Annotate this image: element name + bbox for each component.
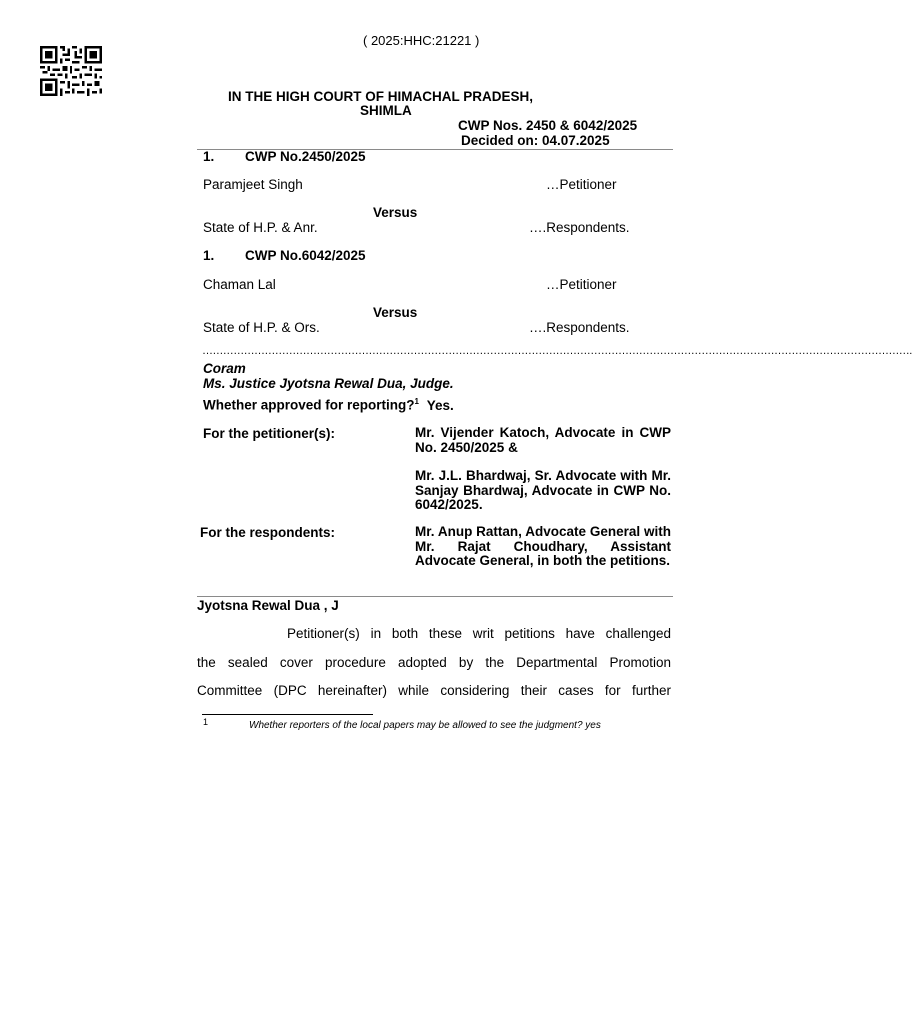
court-seat: SHIMLA xyxy=(360,103,412,118)
respondent-role-2: ….Respondents. xyxy=(529,320,630,335)
case-numbers: CWP Nos. 2450 & 6042/2025 xyxy=(458,118,638,133)
body-text-1: Petitioner(s) in both these writ petitions have challenged xyxy=(287,626,671,641)
coram-label: Coram xyxy=(203,361,246,376)
case-number-1: 1. xyxy=(203,149,215,164)
case-title-2: CWP No.6042/2025 xyxy=(245,248,366,263)
versus-2: Versus xyxy=(373,305,418,320)
reporting-answer: Yes. xyxy=(426,397,454,413)
body-text-2: the sealed cover procedure adopted by the Departmental Promotion xyxy=(197,655,671,670)
reporting-line xyxy=(203,397,454,413)
petitioner-counsel-label: For the petitioner(s): xyxy=(203,426,335,441)
reporting-question: Whether approved for reporting? xyxy=(203,397,415,413)
case-title-1: CWP No.2450/2025 xyxy=(245,149,366,164)
petitioner-name-1: Paramjeet Singh xyxy=(203,177,303,192)
footnote-text: Whether reporters of the local papers may be allowed to see the judgment? yes xyxy=(249,720,601,731)
footnote-rule xyxy=(202,714,373,715)
decided-date: Decided on: 04.07.2025 xyxy=(461,133,610,148)
respondent-name-2: State of H.P. & Ors. xyxy=(203,320,320,335)
versus-1: Versus xyxy=(373,205,418,220)
judge-author: Jyotsna Rewal Dua , J xyxy=(197,598,339,613)
respondent-counsel-label: For the respondents: xyxy=(200,525,336,540)
respondent-name-1: State of H.P. & Anr. xyxy=(203,220,318,235)
court-name: IN THE HIGH COURT OF HIMACHAL PRADESH, xyxy=(228,89,534,104)
coram-judge: Ms. Justice Jyotsna Rewal Dua, Judge. xyxy=(203,376,454,391)
case-number-2: 1. xyxy=(203,248,215,263)
respondent-role-1: ….Respondents. xyxy=(529,220,630,235)
dotted-separator: ……………………………………………………………………………………………………………………………………………………………………………………. xyxy=(202,345,912,357)
body-line-3 xyxy=(197,683,671,698)
body-text-3: Committee (DPC hereinafter) while considering their cases for further xyxy=(197,683,671,698)
counsel-rule xyxy=(197,596,673,597)
petitioner-name-2: Chaman Lal xyxy=(203,277,276,292)
footnote-marker: 1 xyxy=(414,397,419,406)
petitioner-counsel-2: Mr. J.L. Bhardwaj, Sr. Advocate with Mr. Sanjay Bhardwaj, Advocate in CWP No. 6042/2025. xyxy=(415,468,671,512)
qr-code-icon xyxy=(40,46,102,96)
petitioner-role-2: …Petitioner xyxy=(546,277,617,292)
body-line-1 xyxy=(197,626,671,641)
neutral-citation: ( 2025:HHC:21221 ) xyxy=(363,33,480,48)
petitioner-counsel-1: Mr. Vijender Katoch, Advocate in CWP No. 2450/2025 & xyxy=(415,425,671,455)
body-line-2 xyxy=(197,655,671,670)
respondent-counsel: Mr. Anup Rattan, Advocate General with Mr. Rajat Choudhary, Assistant Advocate General, in both the petitions. xyxy=(415,524,671,568)
footnote-number: 1 xyxy=(203,717,209,727)
petitioner-role-1: …Petitioner xyxy=(546,177,617,192)
